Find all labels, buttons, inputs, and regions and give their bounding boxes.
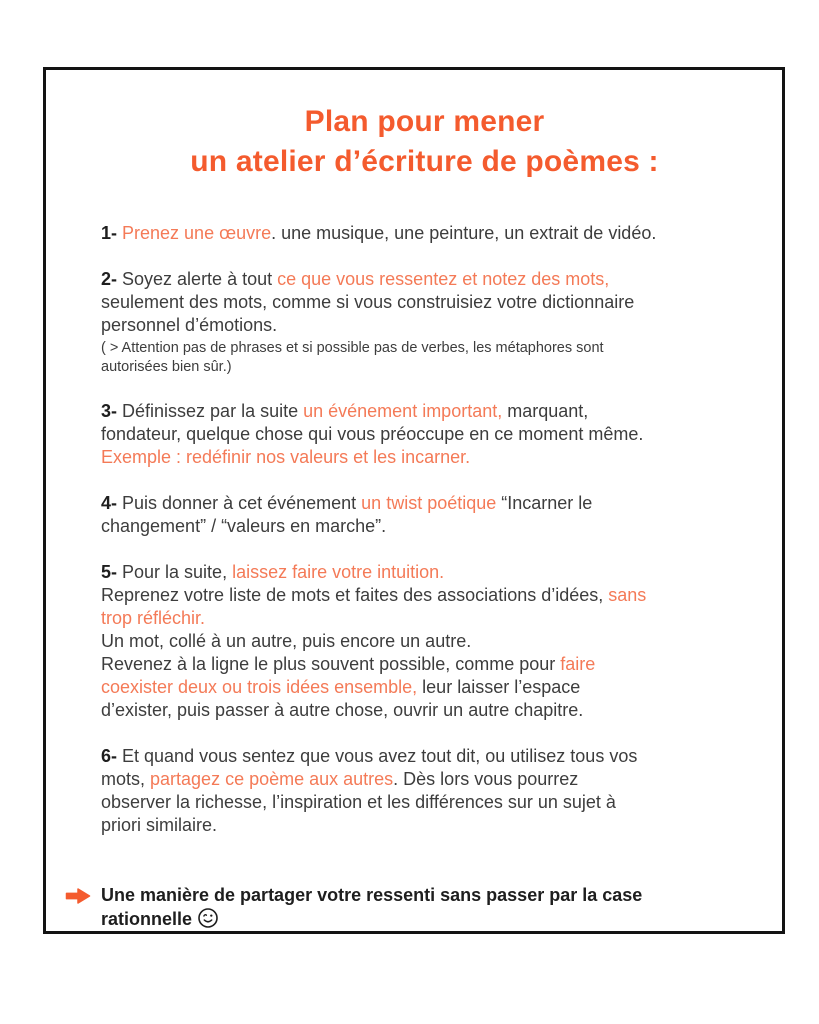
text-segment: coexister deux ou trois idées ensemble, (101, 677, 418, 697)
text-segment: Revenez à la ligne le plus souvent possible, comme pour (101, 654, 561, 674)
text-segment: Soyez alerte à tout (122, 269, 278, 289)
step-2-note (101, 339, 748, 377)
wink-emoji-icon (197, 913, 219, 933)
text-segment: trop réfléchir. (101, 608, 206, 628)
step-5 (101, 561, 748, 722)
text-segment: 5- (101, 562, 123, 582)
text-segment: Reprenez votre liste de mots et faites des associations d’idées, (101, 585, 609, 605)
title-line-1: Plan pour mener (304, 105, 545, 138)
footer-text (101, 883, 642, 935)
step-1 (101, 222, 748, 245)
text-segment: 2- (101, 269, 123, 289)
title-line-2: un atelier d’écriture de poèmes : (190, 145, 659, 178)
step-6 (101, 745, 748, 837)
text-segment: 6- (101, 746, 123, 766)
text-segment: observer la richesse, l’inspiration et les différences sur un sujet à (101, 792, 616, 812)
text-segment: d’exister, puis passer à autre chose, ouvrir un autre chapitre. (101, 700, 584, 720)
text-segment: un événement important, (303, 401, 503, 421)
footer-callout (65, 883, 748, 935)
text-segment: ce que vous ressentez et notez des mots, (277, 269, 610, 289)
text-segment: Un mot, collé à un autre, puis encore un autre. (101, 631, 472, 651)
step-3 (101, 400, 748, 469)
steps-list (101, 222, 748, 837)
text-segment: priori similaire. (101, 815, 218, 835)
text-segment: 4- (101, 493, 123, 513)
text-segment: changement” / “valeurs en marche”. (101, 516, 387, 536)
text-segment: personnel d’émotions. (101, 315, 278, 335)
text-segment: . Dès lors vous pourrez (393, 769, 579, 789)
text-segment: Pour la suite, (122, 562, 233, 582)
text-segment: Prenez une œuvre (122, 223, 272, 243)
right-arrow-icon (65, 886, 91, 911)
text-segment: 3- (101, 401, 123, 421)
text-segment: Définissez par la suite (122, 401, 304, 421)
text-segment: autorisées bien sûr.) (101, 359, 232, 375)
text-segment: leur laisser l’espace (417, 677, 581, 697)
step-4 (101, 492, 748, 538)
page-title (101, 102, 748, 182)
text-segment: marquant, (502, 401, 589, 421)
step-2 (101, 268, 748, 337)
text-segment: sans (608, 585, 647, 605)
text-segment: fondateur, quelque chose qui vous préoccupe en ce moment même. (101, 424, 644, 444)
text-segment: partagez ce poème aux autres (150, 769, 394, 789)
text-segment: mots, (101, 769, 151, 789)
text-segment: ( > Attention pas de phrases et si possible pas de verbes, les métaphores sont (101, 340, 604, 356)
text-segment: seulement des mots, comme si vous construisiez votre dictionnaire (101, 292, 635, 312)
text-segment: Puis donner à cet événement (122, 493, 362, 513)
text-segment: un twist poétique (361, 493, 497, 513)
text-segment: Et quand vous sentez que vous avez tout dit, ou utilisez tous vos (122, 746, 638, 766)
footer-line-1: Une manière de partager votre ressenti sans passer par la case (101, 885, 643, 905)
text-segment: laissez faire votre intuition. (232, 562, 445, 582)
text-segment: . une musique, une peinture, un extrait de vidéo. (271, 223, 657, 243)
text-segment: faire (560, 654, 596, 674)
text-segment: “Incarner le (496, 493, 593, 513)
page-frame (43, 67, 785, 934)
text-segment: Exemple : redéfinir nos valeurs et les incarner. (101, 447, 471, 467)
text-segment: 1- (101, 223, 123, 243)
footer-line-2: rationnelle (101, 909, 193, 929)
